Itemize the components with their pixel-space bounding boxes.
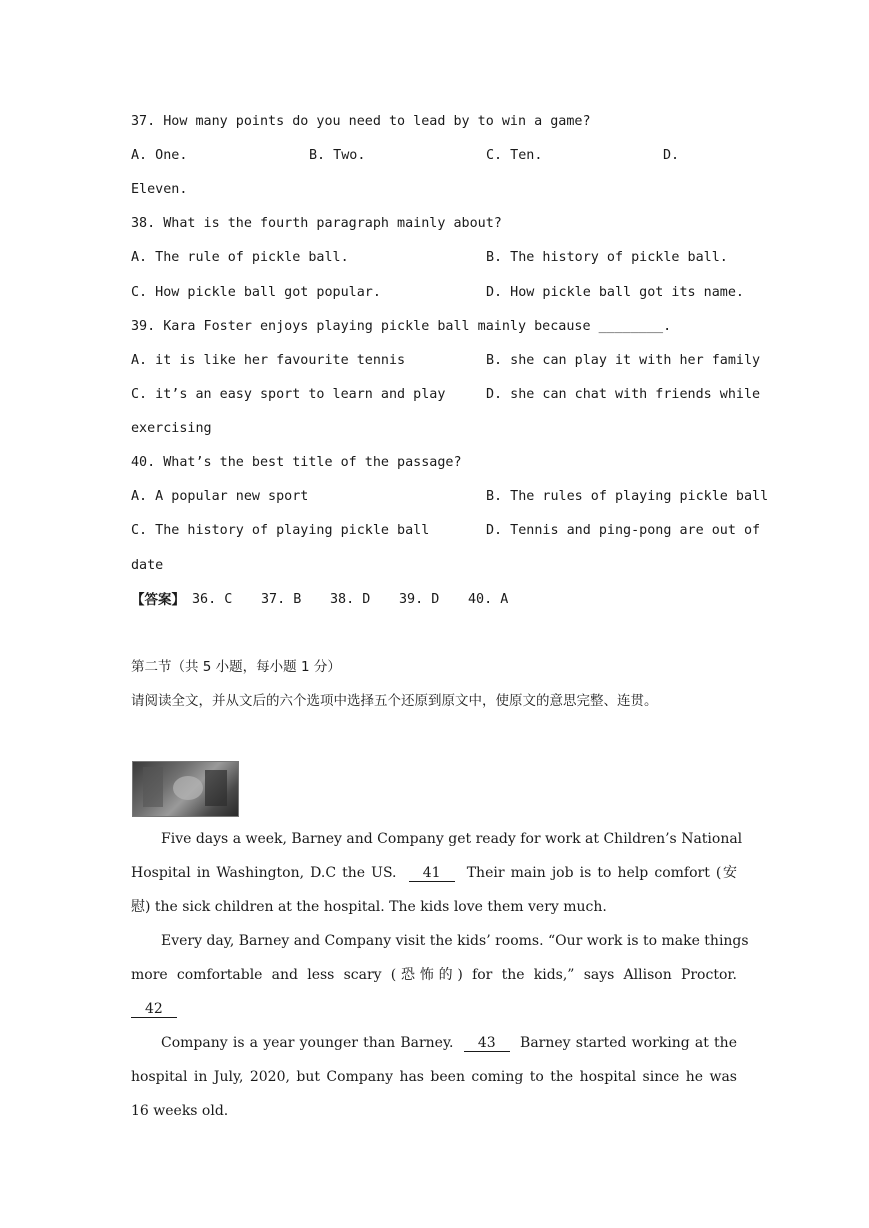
answer-item: 40. A bbox=[468, 592, 509, 607]
option-37-d: D. bbox=[663, 148, 680, 163]
option-38-a: A. The rule of pickle ball. bbox=[131, 250, 349, 265]
passage-line: Company is a year younger than Barney. 43 Barney started working at the bbox=[161, 1035, 737, 1051]
question-40: 40. What’s the best title of the passage? bbox=[131, 455, 462, 470]
answer-item: 38. D bbox=[330, 592, 371, 607]
question-39: 39. Kara Foster enjoys playing pickle ball mainly because ________. bbox=[131, 319, 672, 334]
passage-line: hospital in July, 2020, but Company has been coming to the hospital since he was bbox=[131, 1069, 737, 1085]
question-38: 38. What is the fourth paragraph mainly about? bbox=[131, 216, 502, 231]
option-37-c: C. Ten. bbox=[486, 148, 543, 163]
option-40-d-cont: date bbox=[131, 558, 164, 573]
option-39-b: B. she can play it with her family bbox=[486, 353, 761, 368]
option-39-d: D. she can chat with friends while bbox=[486, 387, 761, 402]
option-39-c: C. it’s an easy sport to learn and play bbox=[131, 387, 446, 402]
question-37: 37. How many points do you need to lead by to win a game? bbox=[131, 114, 591, 129]
option-38-c: C. How pickle ball got popular. bbox=[131, 285, 381, 300]
blank-41: 41 bbox=[409, 865, 455, 882]
option-40-a: A. A popular new sport bbox=[131, 489, 309, 504]
option-39-a: A. it is like her favourite tennis bbox=[131, 353, 406, 368]
option-38-b: B. The history of pickle ball. bbox=[486, 250, 728, 265]
answer-item: 36. C bbox=[192, 592, 233, 607]
answer-item: 39. D bbox=[399, 592, 440, 607]
passage-line: 慰) the sick children at the hospital. The kids love them very much. bbox=[131, 899, 607, 915]
option-40-c: C. The history of playing pickle ball bbox=[131, 523, 430, 538]
passage-photo bbox=[132, 761, 239, 817]
blank-42: 42 bbox=[131, 1001, 177, 1018]
answer-item: 37. B bbox=[261, 592, 302, 607]
passage-line: Hospital in Washington, D.C the US. 41 Their main job is to help comfort (安 bbox=[131, 865, 738, 881]
blank-43: 43 bbox=[464, 1035, 510, 1052]
option-40-b: B. The rules of playing pickle ball bbox=[486, 489, 769, 504]
option-37-a: A. One. bbox=[131, 148, 188, 163]
passage-line: more comfortable and less scary (恐怖的) for the kids,” says Allison Proctor. bbox=[131, 967, 737, 983]
passage-line: Five days a week, Barney and Company get ready for work at Children’s National bbox=[161, 831, 743, 847]
option-38-d: D. How pickle ball got its name. bbox=[486, 285, 744, 300]
section-instruction: 请阅读全文，并从文后的六个选项中选择五个还原到原文中，使原文的意思完整、连贯。 bbox=[131, 693, 658, 709]
answer-tag: 【答案】 bbox=[131, 592, 185, 608]
passage-line: 16 weeks old. bbox=[131, 1103, 229, 1119]
option-39-d-cont: exercising bbox=[131, 421, 212, 436]
option-37-d-cont: Eleven. bbox=[131, 182, 188, 197]
passage-line: Every day, Barney and Company visit the kids’ rooms. “Our work is to make things bbox=[161, 933, 749, 949]
passage-line bbox=[131, 1000, 177, 1018]
section-heading: 第二节（共 5 小题，每小题 1 分） bbox=[131, 659, 341, 675]
option-40-d: D. Tennis and ping-pong are out of bbox=[486, 523, 761, 538]
option-37-b: B. Two. bbox=[309, 148, 366, 163]
